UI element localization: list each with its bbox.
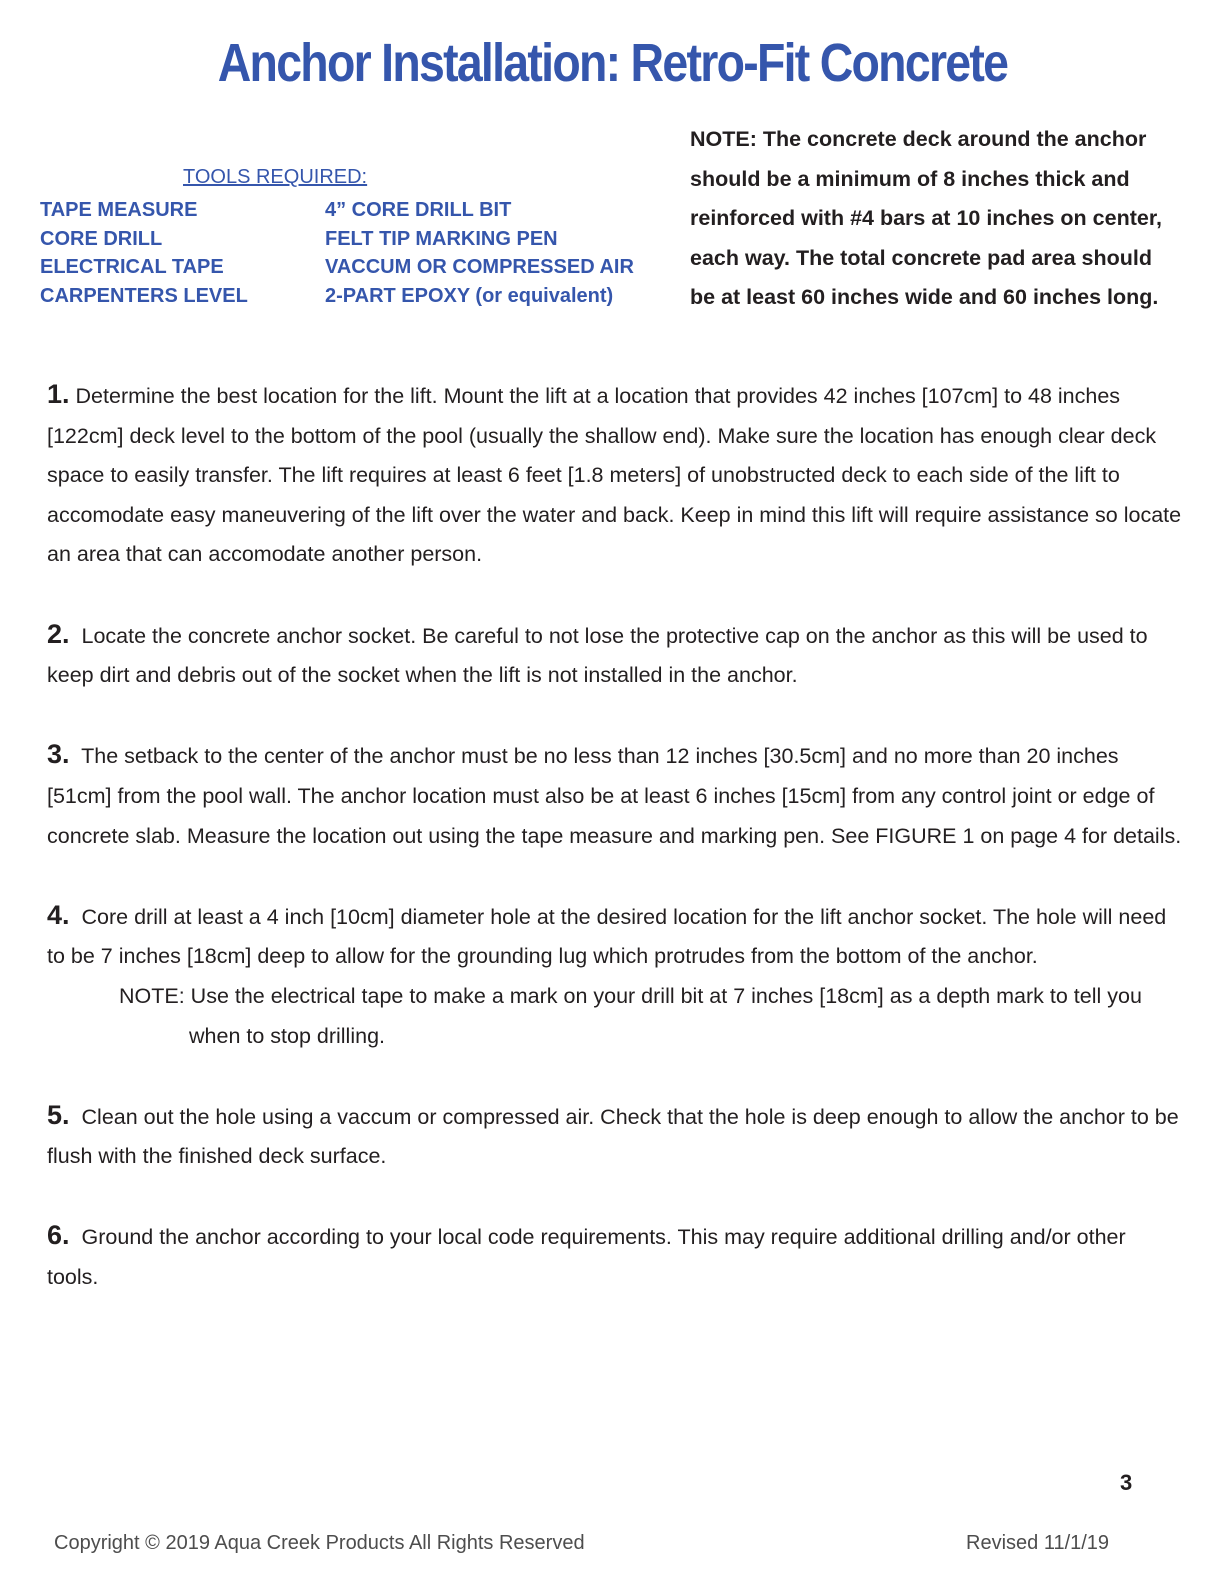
step-number: 2. bbox=[47, 618, 70, 649]
step-5 bbox=[47, 1096, 1182, 1177]
tool-item: VACCUM OR COMPRESSED AIR bbox=[325, 256, 634, 278]
page-number: 3 bbox=[1120, 1470, 1133, 1495]
step-text: Core drill at least a 4 inch [10cm] diameter hole at the desired location for the lift anchor socket. The hole will need to be 7 inches [18cm] deep to allow for the grounding lug which protrudes from the bottom of the anchor. bbox=[47, 904, 1167, 969]
tool-item: FELT TIP MARKING PEN bbox=[325, 227, 558, 250]
step-number: 1. bbox=[47, 379, 70, 409]
step-note: NOTE: Use the electrical tape to make a mark on your drill bit at 7 inches [18cm] as a depth mark to tell you when to stop drilling. bbox=[119, 983, 1142, 1048]
step-number: 5. bbox=[47, 1099, 70, 1130]
step-number: 4. bbox=[47, 899, 70, 930]
tool-item: 4” CORE DRILL BIT bbox=[325, 199, 512, 221]
page-title: Anchor Installation: Retro-Fit Concrete bbox=[217, 33, 1008, 93]
step-4 bbox=[47, 896, 1182, 1056]
step-2 bbox=[47, 615, 1182, 696]
step-text: The setback to the center of the anchor must be no less than 12 inches [30.5cm] and no more than 20 inches [51cm] from the pool wall. The anchor location must also be at least 6 inches [15cm] from any control joint or edge of concrete slab. Measure the location out using the tape measure and marking pen. See FIGURE 1 on page 4 for details. bbox=[47, 744, 1182, 848]
step-text: Ground the anchor according to your local code requirements. This may require additional drilling and/or other tools. bbox=[47, 1225, 1126, 1290]
concrete-note: NOTE: The concrete deck around the anchor should be a minimum of 8 inches thick and reinforced with #4 bars at 10 inches on center, each way. The total concrete pad area should be at least 60 inches wide and 60 inches long. bbox=[690, 127, 1162, 309]
tools-list-right bbox=[325, 196, 634, 310]
installation-steps bbox=[47, 375, 1182, 1337]
step-6 bbox=[47, 1216, 1182, 1297]
step-3 bbox=[47, 735, 1182, 856]
step-text: Clean out the hole using a vaccum or compressed air. Check that the hole is deep enough to allow the anchor to be flush with the finished deck surface. bbox=[47, 1104, 1179, 1169]
tool-item: ELECTRICAL TAPE bbox=[40, 256, 224, 278]
step-text: Locate the concrete anchor socket. Be careful to not lose the protective cap on the anchor as this will be used to keep dirt and debris out of the socket when the lift is not installed in the anchor. bbox=[47, 623, 1148, 688]
footer-copyright: Copyright © 2019 Aqua Creek Products All Rights Reserved bbox=[54, 1532, 585, 1554]
tool-item: 2-PART EPOXY (or equivalent) bbox=[325, 284, 614, 307]
tools-heading: TOOLS REQUIRED: bbox=[183, 166, 368, 188]
step-text: Determine the best location for the lift. Mount the lift at a location that provides 42 inches [107cm] to 48 inches [122cm] deck level to the bottom of the pool (usually the shallow end). Make sure the location has enough clear deck space to easily transfer. The lift requires at least 6 feet [1.8 meters] of unobstructed deck to each side of the lift to accomodate easy maneuvering of the lift over the water and back. Keep in mind this lift will require assistance so locate an area that can accomodate another person. bbox=[47, 384, 1182, 567]
step-number: 3. bbox=[47, 739, 70, 770]
step-1 bbox=[47, 375, 1182, 575]
step-number: 6. bbox=[47, 1220, 70, 1251]
tools-list-left bbox=[40, 196, 248, 310]
tool-item: CARPENTERS LEVEL bbox=[40, 284, 248, 307]
tool-item: TAPE MEASURE bbox=[40, 199, 198, 221]
tool-item: CORE DRILL bbox=[40, 227, 163, 250]
footer-revised: Revised 11/1/19 bbox=[966, 1532, 1110, 1554]
